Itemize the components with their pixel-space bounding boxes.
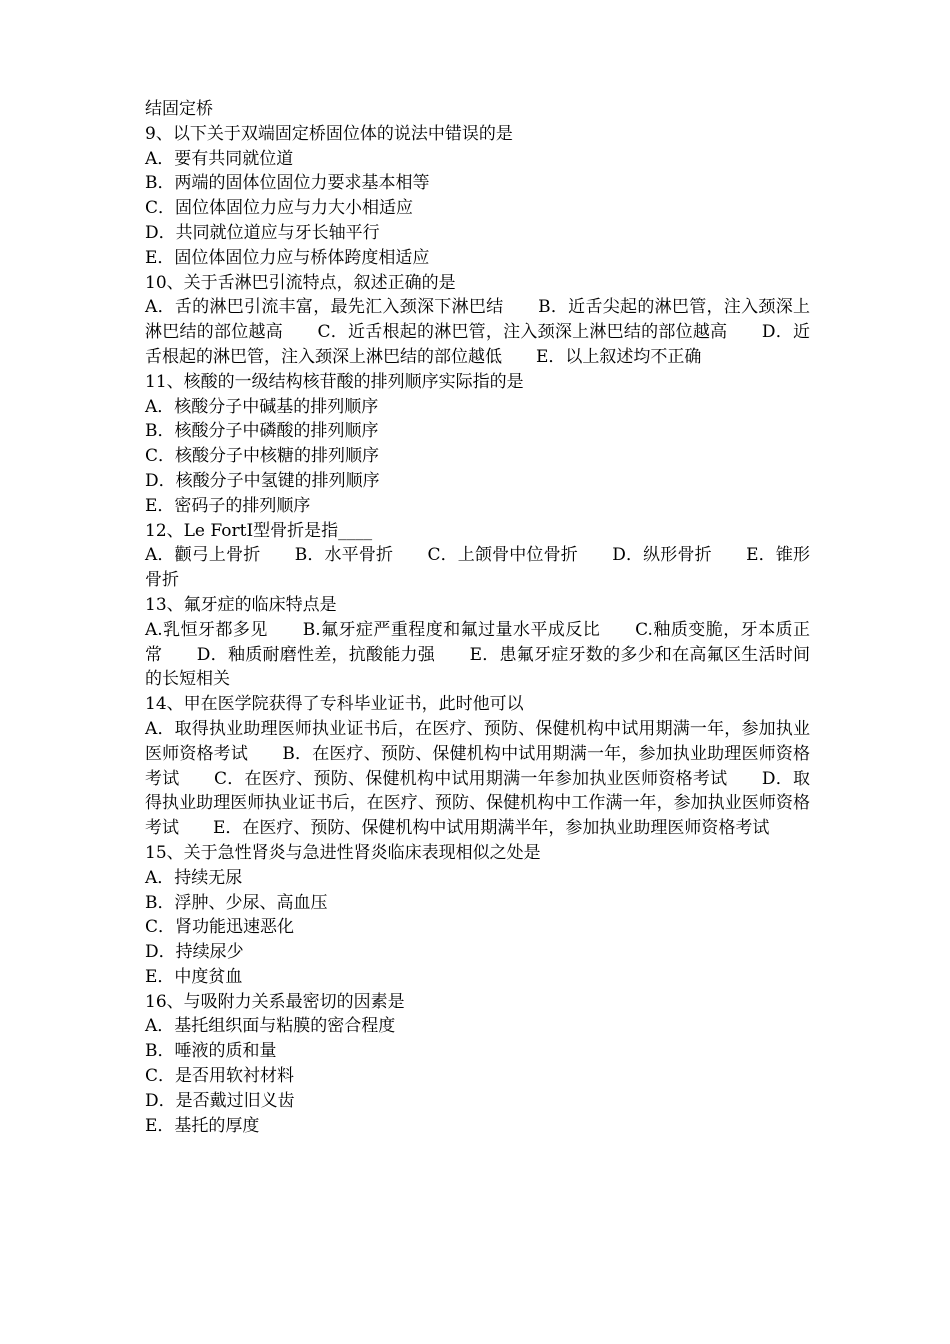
question-9-option-a: A．要有共同就位道 <box>145 148 294 169</box>
question-13-stem: 13、氟牙症的临床特点是 <box>145 594 337 615</box>
question-15-option-e: E．中度贫血 <box>145 966 243 987</box>
question-15-option-d: D．持续尿少 <box>145 942 244 963</box>
question-10-options: A．舌的淋巴引流丰富，最先汇入颈深下淋巴结 B．近舌尖起的淋巴管，注入颈深上淋巴结的部位越高 C．近舌根起的淋巴管，注入颈深上淋巴结的部位越高 D．近舌根起的淋巴管，注入颈深上淋巴结的部位越低 E．以上叙述均不正确 <box>145 297 810 367</box>
question-11-option-a: A．核酸分子中碱基的排列顺序 <box>145 396 379 417</box>
question-15-option-a: A．持续无尿 <box>145 867 243 888</box>
question-16-option-e: E．基托的厚度 <box>145 1115 260 1136</box>
question-11-option-d: D．核酸分子中氢键的排列顺序 <box>145 470 380 491</box>
question-14-stem: 14、甲在医学院获得了专科毕业证书，此时他可以 <box>145 694 524 715</box>
question-12-options: A．颧弓上骨折 B．水平骨折 C．上颌骨中位骨折 D．纵形骨折 E．锥形骨折 <box>145 545 810 591</box>
question-16-stem: 16、与吸附力关系最密切的因素是 <box>145 991 405 1012</box>
question-15-stem: 15、关于急性肾炎与急进性肾炎临床表现相似之处是 <box>145 842 541 863</box>
question-16-option-c: C．是否用软衬材料 <box>145 1066 295 1087</box>
text-line: 结固定桥 <box>145 99 213 119</box>
question-12-stem: 12、Le FortⅠ型骨折是指____ <box>145 520 373 541</box>
question-9-stem: 9、以下关于双端固定桥固位体的说法中错误的是 <box>145 123 513 144</box>
question-15-option-c: C．肾功能迅速恶化 <box>145 917 295 938</box>
question-11-option-c: C．核酸分子中核糖的排列顺序 <box>145 446 380 467</box>
question-14-options: A．取得执业助理医师执业证书后，在医疗、预防、保健机构中试用期满一年，参加执业医师资格考试 B．在医疗、预防、保健机构中试用期满一年，参加执业助理医师资格考试 C．在医疗、预防、保健机构中试用期满一年参加执业医师资格考试 D．取得执业助理医师执业证书后，在医疗、预防、保健机构中工作满一年，参加执业医师资格考试 E．在医疗、预防、保健机构中试用期满半年，参加执业助理医师资格考试 <box>145 718 810 839</box>
question-11-option-e: E．密码子的排列顺序 <box>145 495 311 516</box>
question-11-option-b: B．核酸分子中磷酸的排列顺序 <box>145 421 379 442</box>
question-16-option-b: B．唾液的质和量 <box>145 1041 277 1062</box>
question-9-option-e: E．固位体固位力应与桥体跨度相适应 <box>145 247 430 268</box>
question-9-option-d: D．共同就位道应与牙长轴平行 <box>145 222 380 243</box>
question-10-stem: 10、关于舌淋巴引流特点，叙述正确的是 <box>145 272 456 293</box>
question-16-option-d: D．是否戴过旧义齿 <box>145 1090 295 1111</box>
question-11-stem: 11、核酸的一级结构核苷酸的排列顺序实际指的是 <box>145 371 524 392</box>
question-9-option-b: B．两端的固体位固位力要求基本相等 <box>145 173 430 194</box>
question-9-option-c: C．固位体固位力应与力大小相适应 <box>145 198 414 219</box>
question-13-options: A.乳恒牙都多见 B.氟牙症严重程度和氟过量水平成反比 C.釉质变脆，牙本质正常 D．釉质耐磨性差，抗酸能力强 E．患氟牙症牙数的多少和在高氟区生活时间的长短相关 <box>145 619 810 690</box>
question-16-option-a: A．基托组织面与粘膜的密合程度 <box>145 1016 396 1037</box>
question-15-option-b: B．浮肿、少尿、高血压 <box>145 892 328 913</box>
document-body <box>145 97 810 1138</box>
